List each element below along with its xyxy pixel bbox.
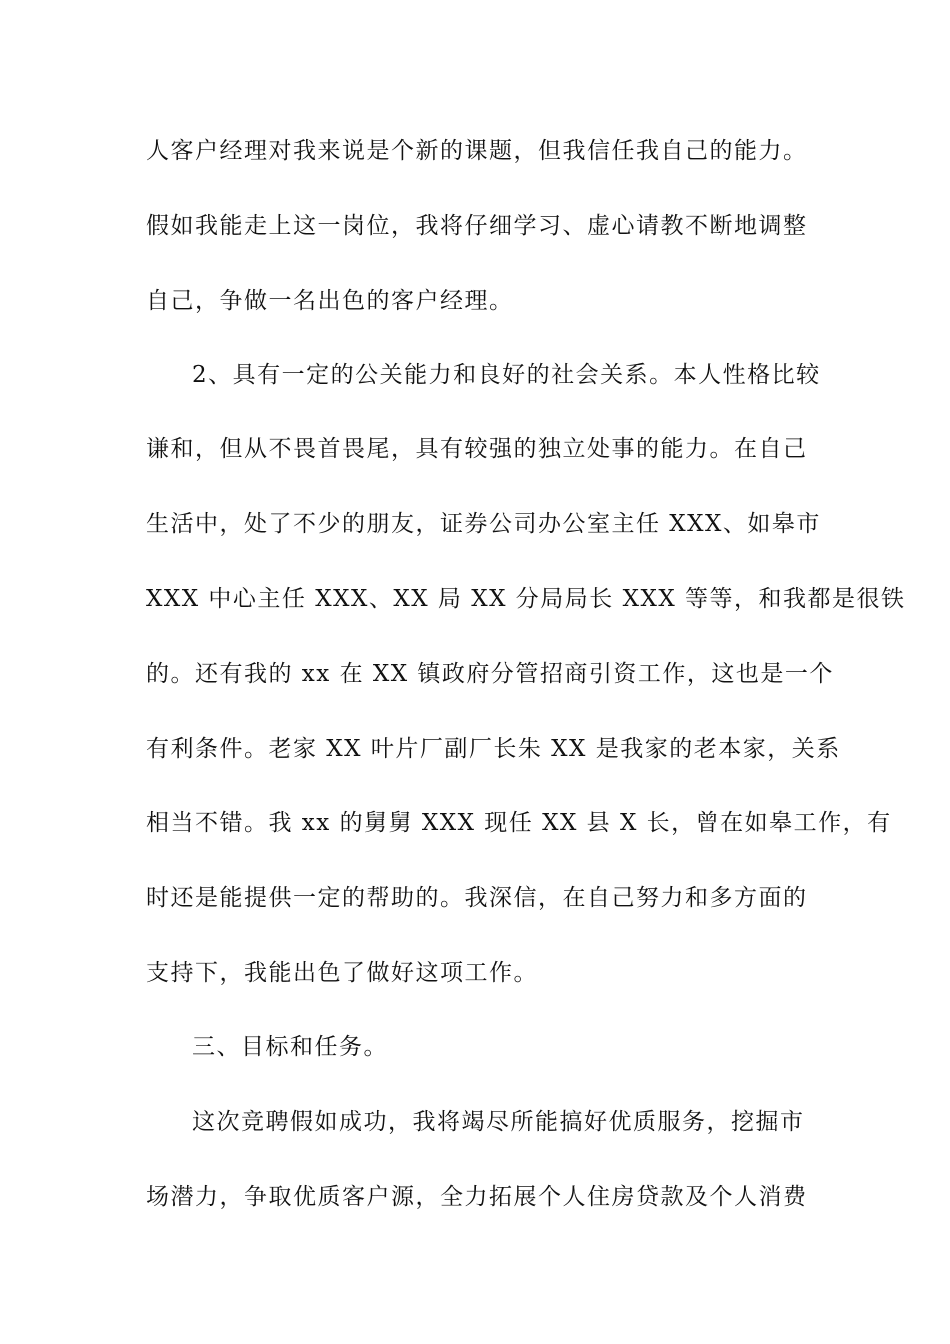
section-heading: 三、目标和任务。 — [192, 1034, 388, 1060]
paragraph-line: XXX 中心主任 XXX、XX 局 XX 分局局长 XXX 等等，和我都是很铁 — [146, 586, 906, 612]
paragraph-line: 自己，争做一名出色的客户经理。 — [146, 288, 514, 314]
paragraph-line: 有利条件。老家 XX 叶片厂副厂长朱 XX 是我家的老本家，关系 — [146, 736, 841, 762]
paragraph-line: 生活中，处了不少的朋友，证券公司办公室主任 XXX、如皋市 — [146, 511, 821, 537]
paragraph-line: 这次竞聘假如成功，我将竭尽所能搞好优质服务，挖掘市 — [192, 1109, 805, 1135]
paragraph-line: 场潜力，争取优质客户源，全力拓展个人住房贷款及个人消费 — [146, 1184, 808, 1210]
paragraph-line: 相当不错。我 xx 的舅舅 XXX 现任 XX 县 X 长，曾在如皋工作，有 — [146, 810, 892, 836]
paragraph-line: 谦和，但从不畏首畏尾，具有较强的独立处事的能力。在自己 — [146, 436, 808, 462]
paragraph-line: 支持下，我能出色了做好这项工作。 — [146, 960, 538, 986]
paragraph-line: 的。还有我的 xx 在 XX 镇政府分管招商引资工作，这也是一个 — [146, 661, 834, 687]
paragraph-line: 假如我能走上这一岗位，我将仔细学习、虚心请教不断地调整 — [146, 213, 808, 239]
paragraph-line: 时还是能提供一定的帮助的。我深信，在自己努力和多方面的 — [146, 885, 808, 911]
paragraph-line: 人客户经理对我来说是个新的课题，但我信任我自己的能力。 — [146, 138, 808, 164]
paragraph-line: 2、具有一定的公关能力和良好的社会关系。本人性格比较 — [192, 362, 821, 388]
